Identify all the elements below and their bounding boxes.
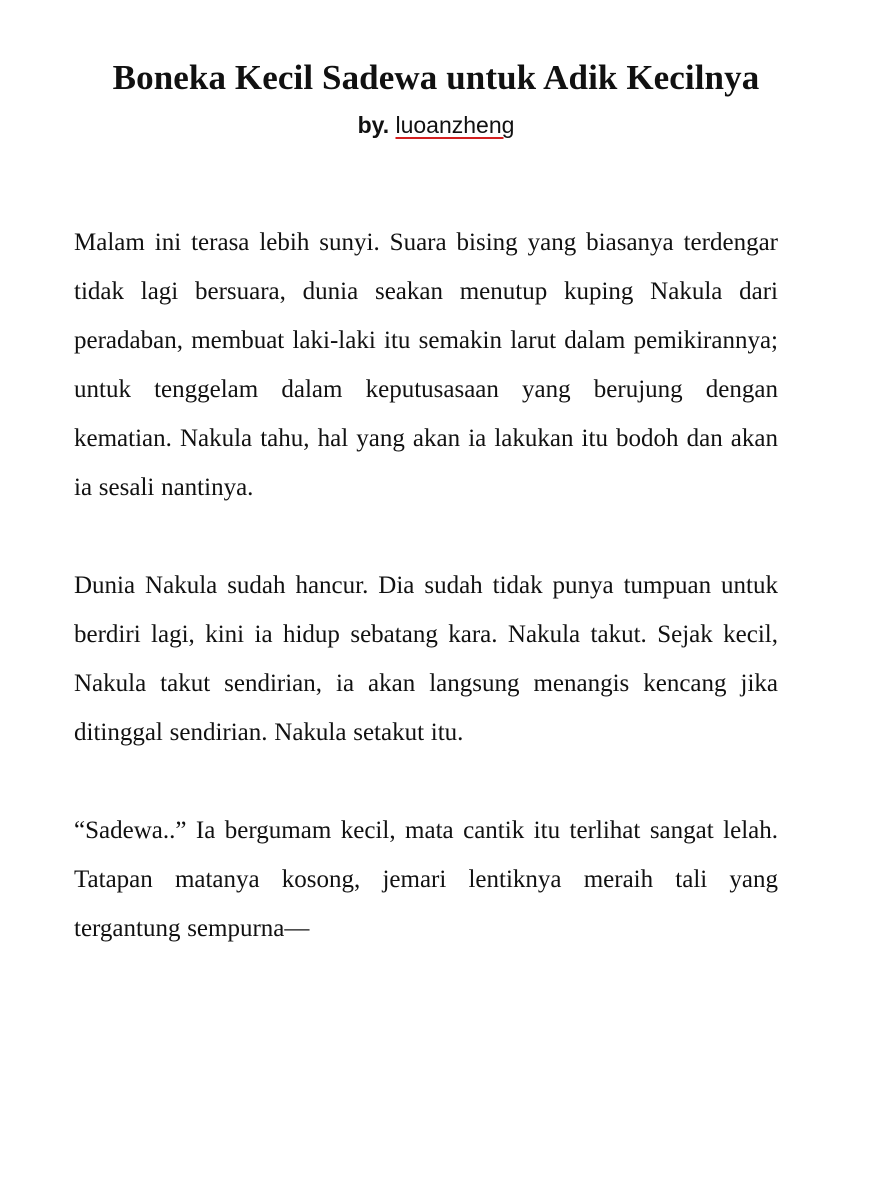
- story-paragraph: “Sadewa..” Ia bergumam kecil, mata cantik itu terlihat sangat lelah. Tatapan matanya kosong, jemari lentiknya meraih tali yang tergantung sempurna—: [74, 817, 778, 942]
- author-link[interactable]: luoanzheng: [395, 112, 515, 138]
- byline: [0, 109, 872, 141]
- byline-label: by.: [357, 112, 390, 138]
- story-paragraph: Malam ini terasa lebih sunyi. Suara bising yang biasanya terdengar tidak lagi bersuara, dunia seakan menutup kuping Nakula dari peradaban, membuat laki-laki itu semakin larut dalam pemikirannya; untuk tenggelam dalam keputusasaan yang berujung dengan kematian. Nakula tahu, hal yang akan ia lakukan itu bodoh dan akan ia sesali nantinya.: [74, 229, 778, 501]
- story-title: Boneka Kecil Sadewa untuk Adik Kecilnya: [112, 58, 760, 97]
- story-body: [74, 218, 778, 953]
- story-paragraph: Dunia Nakula sudah hancur. Dia sudah tidak punya tumpuan untuk berdiri lagi, kini ia hidup sebatang kara. Nakula takut. Sejak kecil, Nakula takut sendirian, ia akan langsung menangis kencang jika ditinggal sendirian. Nakula setakut itu.: [74, 572, 778, 746]
